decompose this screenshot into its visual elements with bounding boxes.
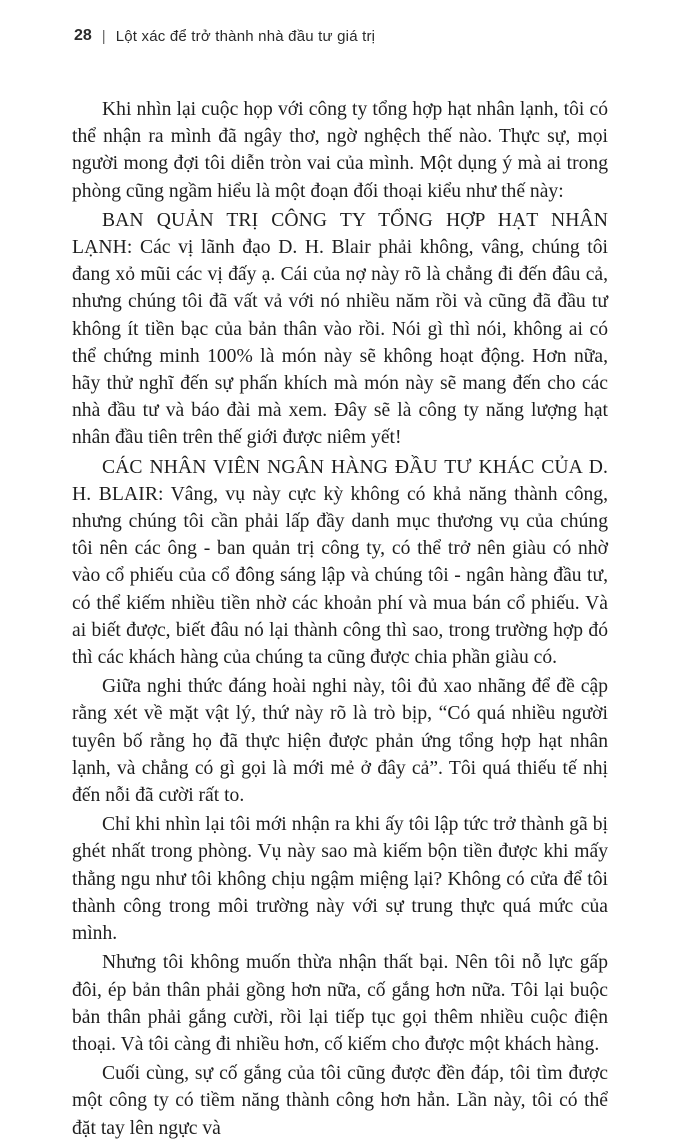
paragraph-2 bbox=[72, 207, 608, 452]
paragraph-5: Chỉ khi nhìn lại tôi mới nhận ra khi ấy tôi lập tức trở thành gã bị ghét nhất trong phòng. Vụ này sao mà kiếm bộn tiền được khi mấy thằng ngu như tôi không chịu ngậm miệng lại? Không có cửa để tôi thành công trong môi trường này với sự trung thực quá mức của mình. bbox=[72, 814, 608, 945]
speaker-label-management: BAN QUẢN TRỊ CÔNG TY TỔNG HỢP HẠT NHÂN LẠNH: bbox=[72, 209, 608, 259]
page-body bbox=[72, 96, 608, 1144]
paragraph-2-text: Các vị lãnh đạo D. H. Blair phải không, vâng, chúng tôi đang xỏ mũi các vị đấy ạ. Cái của nợ này rõ là chẳng đi đến đâu cả, nhưng chúng tôi đã vất vả với nó nhiều năm rồi và cũng đã đầu tư không ít tiền bạc của bản thân vào rồi. Nói gì thì nói, không ai có thể chứng minh 100% là món này sẽ không hoạt động. Hơn nữa, hãy thử nghĩ đến sự phấn khích mà món này sẽ mang đến cho các nhà đầu tư và báo đài mà xem. Đây sẽ là công ty năng lượng hạt nhân đầu tiên trên thế giới được niêm yết! bbox=[72, 237, 608, 449]
header-separator: | bbox=[101, 27, 106, 45]
paragraph-3-text: Vâng, vụ này cực kỳ không có khả năng thành công, nhưng chúng tôi cần phải lấp đầy danh mục thương vụ của chúng tôi nên các ông - ban quản trị công ty, có thể trở nên giàu có nhờ vào cổ phiếu của cổ đông sáng lập và chúng tôi - ngân hàng đầu tư, có thể kiếm nhiều tiền nhờ các khoản phí và mua bán cổ phiếu. Và ai biết được, biết đâu nó lại thành công thì sao, trong trường hợp đó thì các khách hàng của chúng ta cũng được chia phần giàu có. bbox=[72, 483, 608, 669]
paragraph-7: Cuối cùng, sự cố gắng của tôi cũng được đền đáp, tôi tìm được một công ty có tiềm năng thành công hơn hẳn. Lần này, tôi có thể đặt tay lên ngực và bbox=[72, 1063, 608, 1139]
paragraph-1: Khi nhìn lại cuộc họp với công ty tổng hợp hạt nhân lạnh, tôi có thể nhận ra mình đã ngây thơ, ngờ nghệch thế nào. Thực sự, mọi người mong đợi tôi diễn tròn vai của mình. Một dụng ý mà ai trong phòng cũng ngầm hiểu là một đoạn đối thoại kiểu như thế này: bbox=[72, 99, 608, 202]
page-number: 28 bbox=[74, 27, 92, 44]
paragraph-6: Nhưng tôi không muốn thừa nhận thất bại. Nên tôi nỗ lực gấp đôi, ép bản thân phải gồng hơn nữa, cố gắng hơn nữa. Tôi lại buộc bản thân phải gắng cười, rồi lại tiếp tục gọi thêm nhiều cuộc điện thoại. Và tôi càng đi nhiều hơn, cố kiếm cho được một khách hàng. bbox=[72, 952, 608, 1055]
paragraph-4: Giữa nghi thức đáng hoài nghi này, tôi đủ xao nhãng để đề cập rằng xét về mặt vật lý, thứ này rõ là trò bịp, “Có quá nhiều người tuyên bố rằng họ đã thực hiện được phản ứng tổng hợp hạt nhân lạnh, và chẳng có gì gọi là mới mẻ ở đây cả”. Tôi quá thiếu tế nhị đến nỗi đã cười rất to. bbox=[72, 676, 608, 807]
paragraph-3 bbox=[72, 454, 608, 672]
speaker-label-bankers: CÁC NHÂN VIÊN NGÂN HÀNG ĐẦU TƯ KHÁC CỦA D. H. BLAIR: bbox=[72, 456, 608, 505]
book-title: Lột xác để trở thành nhà đầu tư giá trị bbox=[115, 27, 376, 45]
running-header bbox=[74, 22, 375, 50]
